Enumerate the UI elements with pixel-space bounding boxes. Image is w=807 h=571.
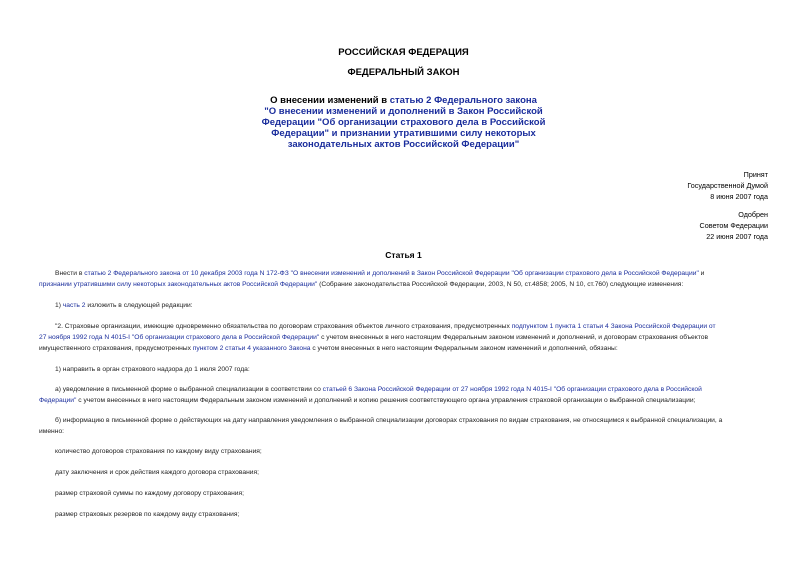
paragraph-item-1: 1) часть 2 изложить в следующей редакции: [55, 302, 193, 309]
article-heading: Статья 1 [385, 250, 422, 260]
title-law-link-4[interactable]: Федерации" и признании утратившими силу некоторых [271, 128, 536, 139]
list-item: размер страховой суммы по каждому договору страхования; [55, 490, 244, 497]
adoption-block [687, 169, 768, 202]
list-item: количество договоров страхования по каждому виду страхования; [55, 448, 262, 455]
paragraph-part-2-text: "2. Страховые организации, имеющие одновременно обязательства по договорам страхования объектов личного страхования, предусмотренных подпунктом 1 пункта 1 статьи 4 Закона Российской Федерации от 27 ноября 1992 года N 4015-I "Об организации страхового дела в Российской Федерации" с учетом внесенных в него настоящим Федеральным законом изменений и дополнений, и договорам страхования объектов имущественного страхования, предусмотренных пунктом 2 статьи 4 указанного Закона с учетом внесенных в него настоящим Федеральным законом изменений и дополнений, обязаны: [39, 323, 716, 352]
law-title [0, 95, 807, 150]
adoption-body: Государственной Думой [687, 181, 768, 190]
title-line-2 [0, 106, 807, 117]
approval-date: 22 июня 2007 года [706, 232, 768, 241]
link-law-4015[interactable]: 27 ноября 1992 года N 4015-I "Об организации страхового дела в Российской Федерации" [39, 334, 320, 341]
title-article-link[interactable]: статью 2 Федерального закона [389, 95, 537, 106]
link-article-6-cont[interactable]: Федерации" [39, 397, 77, 404]
adoption-date: 8 июня 2007 года [710, 192, 768, 201]
list-item: размер страховых резервов по каждому виду страхования; [55, 511, 240, 518]
paragraph-notice-a: а) уведомление в письменной форме о выбранной специализации в соответствии со статьей 6 Закона Российской Федерации от 27 ноября 1992 года N 4015-I "Об организации страхового дела в Российской Федерации" с учетом внесенных в него настоящим Федеральным законом изменений и дополнений и копию решения соответствующего органа управления страховой организации о выбранной специализации; [39, 386, 702, 404]
link-part-2[interactable]: часть 2 [62, 302, 86, 309]
title-line-4 [0, 128, 807, 139]
list-item: дату заключения и срок действия каждого договора страхования; [55, 469, 259, 476]
link-law-172-cont[interactable]: признании утратившими силу некоторых законодательных актов Российской Федерации" [39, 281, 318, 288]
title-law-link-3[interactable]: Федерации "Об организации страхового дела в Российской [261, 117, 546, 128]
title-line-5 [0, 139, 807, 150]
adoption-label: Принят [743, 170, 768, 179]
paragraph-send-notice: 1) направить в орган страхового надзора до 1 июля 2007 года: [55, 366, 250, 373]
paragraph-info-b: б) информацию в письменной форме о действующих на дату направления уведомления о выбранной специализации договорах страхования по видам страхования, не относящимся к выбранной специализации, а именно: [39, 417, 723, 435]
title-line-3 [0, 117, 807, 128]
title-law-link-5[interactable]: законодательных актов Российской Федерации" [287, 139, 520, 150]
link-subpoint-1[interactable]: подпунктом 1 пункта 1 статьи 4 Закона Российской Федерации от [511, 323, 716, 330]
link-article-6[interactable]: статьей 6 Закона Российской Федерации от 27 ноября 1992 года N 4015-I "Об организации страхового дела в Российской [322, 386, 702, 393]
country-heading: РОССИЙСКАЯ ФЕДЕРАЦИЯ [338, 47, 469, 58]
approval-label: Одобрен [738, 210, 768, 219]
title-law-link-2[interactable]: "О внесении изменений и дополнений в Закон Российской [264, 106, 543, 117]
link-point-2-article-4[interactable]: пунктом 2 статьи 4 указанного Закона [192, 345, 311, 352]
title-line-1: О внесении изменений в статью 2 Федерального закона [270, 95, 537, 106]
law-type-heading: ФЕДЕРАЛЬНЫЙ ЗАКОН [347, 67, 460, 78]
approval-body: Советом Федерации [699, 221, 768, 230]
link-law-172[interactable]: статью 2 Федерального закона от 10 декабря 2003 года N 172-ФЗ "О внесении изменений и дополнений в Закон Российской Федерации "Об организации страхового дела в Российской Федерации" [84, 270, 699, 277]
paragraph-intro: Внести в статью 2 Федерального закона от 10 декабря 2003 года N 172-ФЗ "О внесении изменений и дополнений в Закон Российской Федерации "Об организации страхового дела в Российской Федерации" и признании утратившими силу некоторых законодательных актов Российской Федерации" (Собрание законодательства Российской Федерации, 2003, N 50, ст.4858; 2005, N 10, ст.760) следующие изменения: [39, 270, 705, 288]
approval-block [700, 209, 768, 242]
